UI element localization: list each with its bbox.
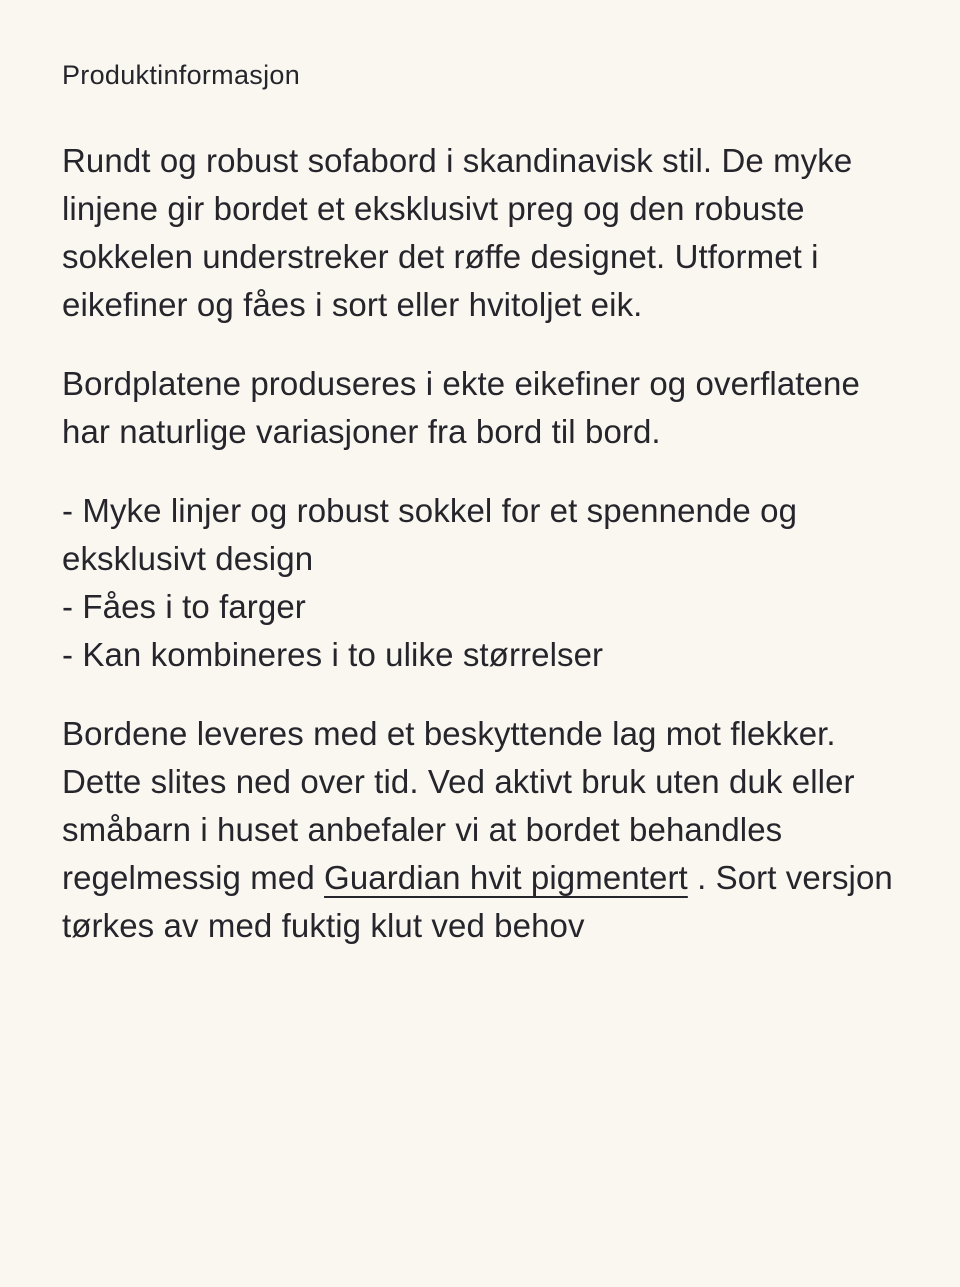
paragraph-tabletop: Bordplatene produseres i ekte eikefiner og overflatene har naturlige variasjoner fra bord til bord. (62, 365, 860, 450)
paragraph-care (62, 710, 902, 950)
feature-item: - Myke linjer og robust sokkel for et spennende og eksklusivt design (62, 492, 798, 577)
care-text-before: Bordene leveres med et beskyttende lag mot flekker. Dette slites ned over tid. Ved aktivt bruk uten duk eller småbarn i huset anbefaler vi at bordet behandles regelmessig med (62, 715, 855, 896)
care-text-after: . Sort versjon tørkes av med fuktig klut ved behov (62, 859, 893, 944)
guardian-pigment-link[interactable]: Guardian hvit pigmentert (324, 859, 688, 896)
paragraph-intro: Rundt og robust sofabord i skandinavisk stil. De myke linjene gir bordet et eksklusivt preg og den robuste sokkelen understreker det røffe designet. Utformet i eikefiner og fåes i sort eller hvitoljet eik. (62, 142, 853, 323)
feature-item: - Fåes i to farger (62, 588, 306, 625)
feature-list (62, 487, 902, 679)
section-title: Produktinformasjon (62, 60, 301, 90)
feature-item: - Kan kombineres i to ulike størrelser (62, 636, 604, 673)
